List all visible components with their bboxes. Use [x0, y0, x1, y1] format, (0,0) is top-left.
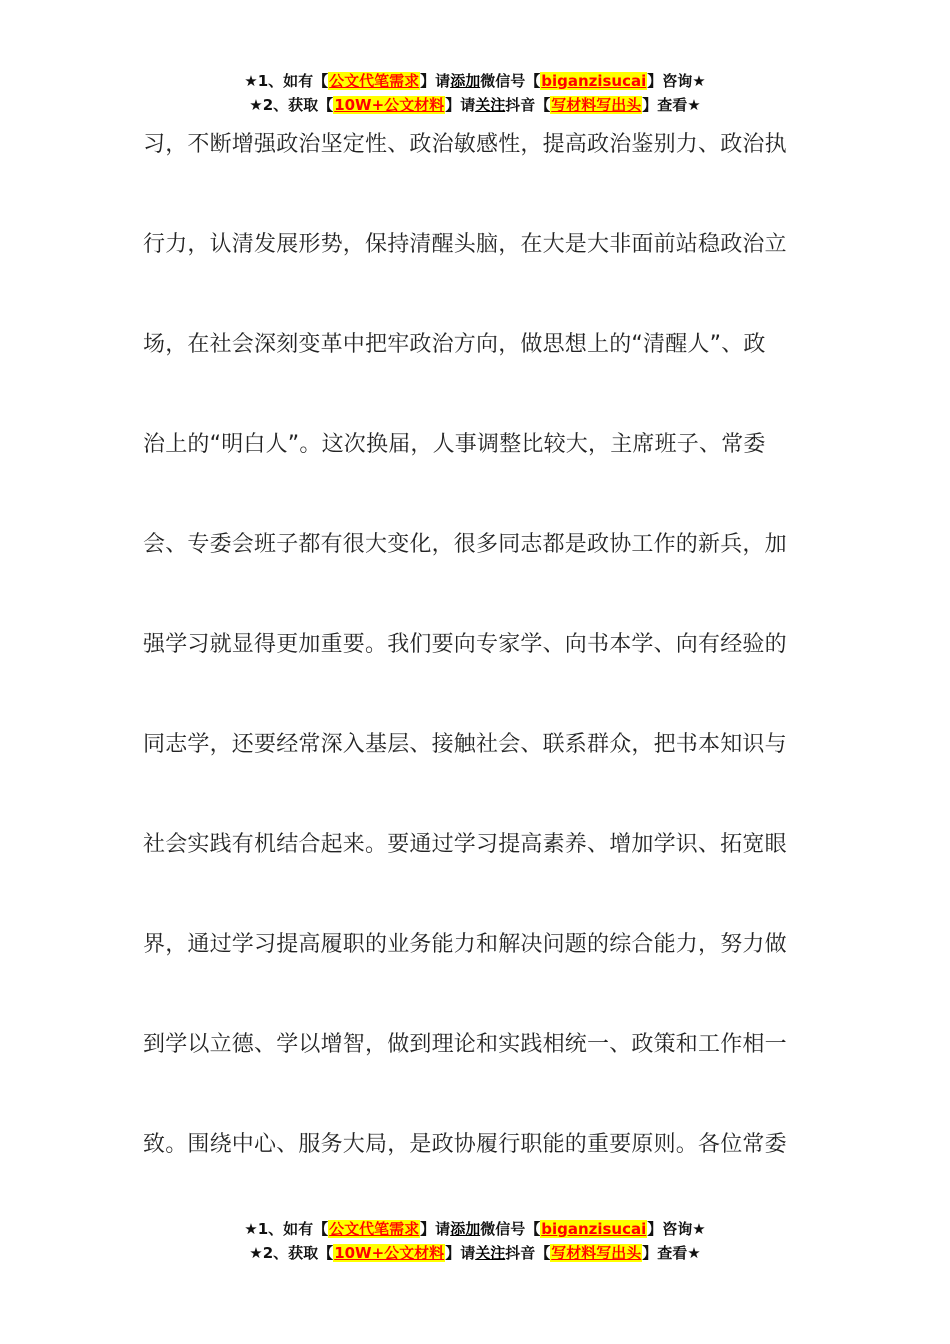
body-line: 治上的“明白人”。这次换届，人事调整比较大，主席班子、常委 — [143, 432, 766, 457]
banner-text: ★1、如有【 — [244, 1220, 329, 1238]
banner-text: 】请 — [420, 72, 451, 90]
banner-text: 】查看★ — [642, 1244, 701, 1262]
body-line: 强学习就显得更加重要。我们要向专家学、向书本学、向有经验的 — [143, 632, 787, 657]
highlight-douyin-id: 写材料写出头 — [551, 1244, 642, 1262]
banner-text: 】请 — [445, 96, 476, 114]
banner-line-2 — [0, 93, 950, 117]
banner-text: 】咨询★ — [647, 1220, 706, 1238]
highlight-service: 公文代笔需求 — [329, 72, 420, 90]
highlight-douyin-id: 写材料写出头 — [551, 96, 642, 114]
banner-text: ★2、获取【 — [249, 1244, 334, 1262]
body-line: 界，通过学习提高履职的业务能力和解决问题的综合能力，努力做 — [143, 932, 787, 957]
banner-text: 】请 — [420, 1220, 451, 1238]
banner-text: 微信号【 — [480, 72, 541, 90]
banner-text: ★1、如有【 — [244, 72, 329, 90]
body-line: 同志学，还要经常深入基层、接触社会、联系群众，把书本知识与 — [143, 732, 787, 757]
header-banner — [0, 69, 950, 117]
body-line: 习，不断增强政治坚定性、政治敏感性，提高政治鉴别力、政治执 — [143, 132, 787, 157]
banner-text: 抖音【 — [505, 96, 551, 114]
highlight-materials: 10W+公文材料 — [334, 96, 445, 114]
underlined-follow: 关注 — [475, 1244, 506, 1262]
document-body — [143, 123, 807, 1223]
highlight-service: 公文代笔需求 — [329, 1220, 420, 1238]
banner-line-2 — [0, 1241, 950, 1265]
underlined-add: 添加 — [450, 72, 481, 90]
banner-text: 】咨询★ — [647, 72, 706, 90]
body-line: 致。围绕中心、服务大局，是政协履行职能的重要原则。各位常委 — [143, 1132, 787, 1157]
banner-text: 】请 — [445, 1244, 476, 1262]
footer-banner — [0, 1217, 950, 1265]
body-line: 场，在社会深刻变革中把牢政治方向，做思想上的“清醒人”、政 — [143, 332, 766, 357]
banner-line-1 — [0, 69, 950, 93]
underlined-follow: 关注 — [475, 96, 506, 114]
banner-line-1 — [0, 1217, 950, 1241]
highlight-wechat-id: biganzisucai — [541, 72, 647, 90]
body-line: 会、专委会班子都有很大变化，很多同志都是政协工作的新兵，加 — [143, 532, 787, 557]
highlight-materials: 10W+公文材料 — [334, 1244, 445, 1262]
banner-text: ★2、获取【 — [249, 96, 334, 114]
underlined-add: 添加 — [450, 1220, 481, 1238]
banner-text: 抖音【 — [505, 1244, 551, 1262]
body-line: 行力，认清发展形势，保持清醒头脑，在大是大非面前站稳政治立 — [143, 232, 787, 257]
body-line: 到学以立德、学以增智，做到理论和实践相统一、政策和工作相一 — [143, 1032, 787, 1057]
banner-text: 微信号【 — [480, 1220, 541, 1238]
banner-text: 】查看★ — [642, 96, 701, 114]
highlight-wechat-id: biganzisucai — [541, 1220, 647, 1238]
body-line: 社会实践有机结合起来。要通过学习提高素养、增加学识、拓宽眼 — [143, 832, 787, 857]
